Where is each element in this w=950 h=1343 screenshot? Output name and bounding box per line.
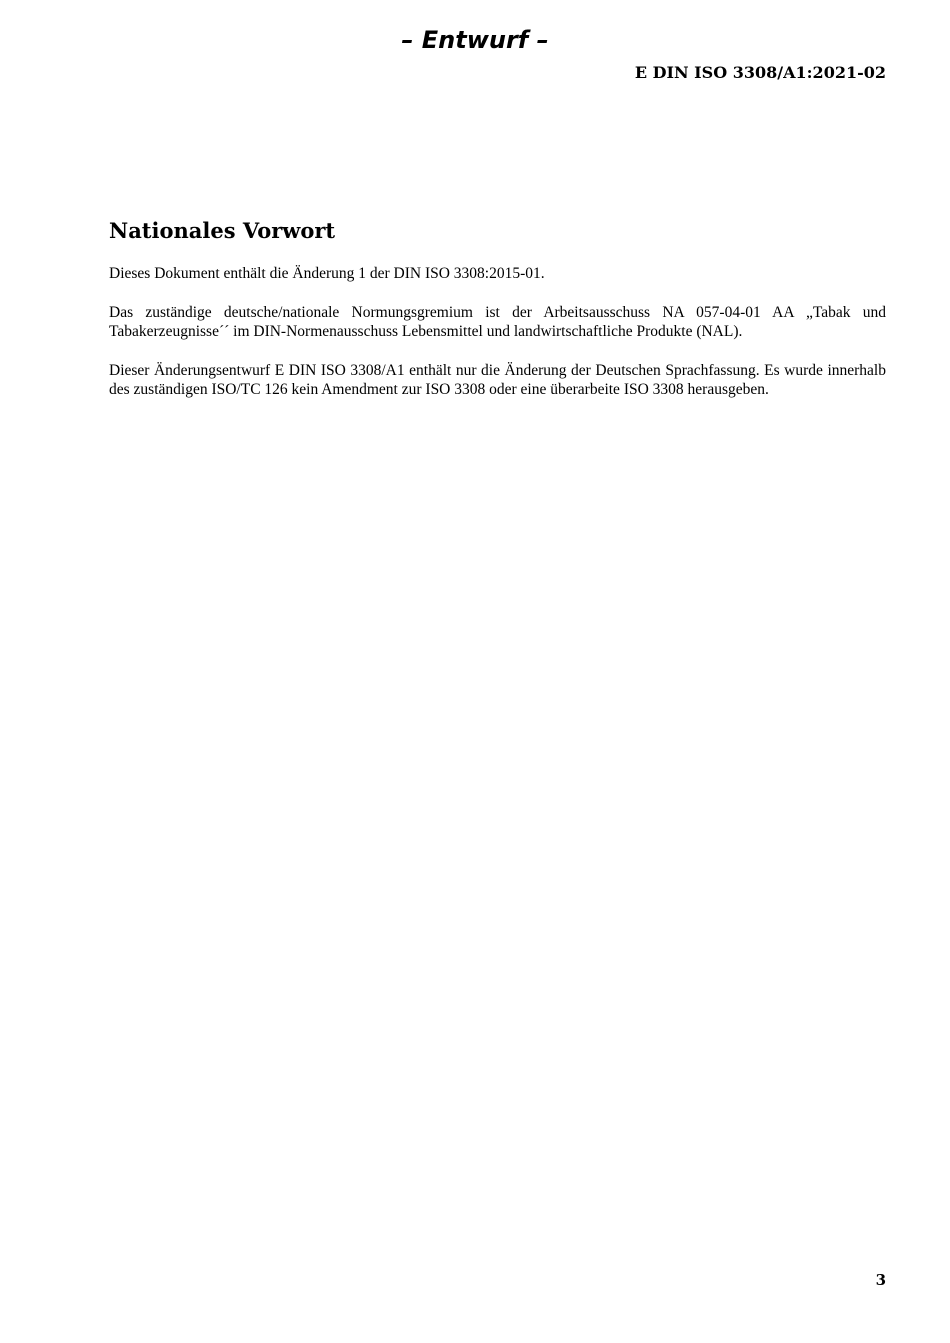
draft-banner: – Entwurf – bbox=[401, 26, 549, 54]
main-content bbox=[109, 216, 886, 419]
document-id: E DIN ISO 3308/A1:2021-02 bbox=[634, 63, 886, 82]
section-title: Nationales Vorwort bbox=[109, 218, 336, 243]
page-number: 3 bbox=[875, 1271, 886, 1289]
paragraph-scope: Dieses Dokument enthält die Änderung 1 der DIN ISO 3308:2015-01. bbox=[109, 265, 545, 282]
paragraph-committee: Das zuständige deutsche/nationale Normungsgremium ist der Arbeitsausschuss NA 057-04-01 AA „Tabak und Tabakerzeugnisse´´ im DIN-Normenausschuss Lebensmittel und landwirtschaftliche Produkte (NAL). bbox=[109, 304, 886, 340]
paragraph-amendment-note: Dieser Änderungsentwurf E DIN ISO 3308/A1 enthält nur die Änderung der Deutschen Sprachfassung. Es wurde innerhalb des zuständigen ISO/TC 126 kein Amendment zur ISO 3308 oder eine überarbeite ISO 3308 herausgeben. bbox=[109, 362, 886, 398]
